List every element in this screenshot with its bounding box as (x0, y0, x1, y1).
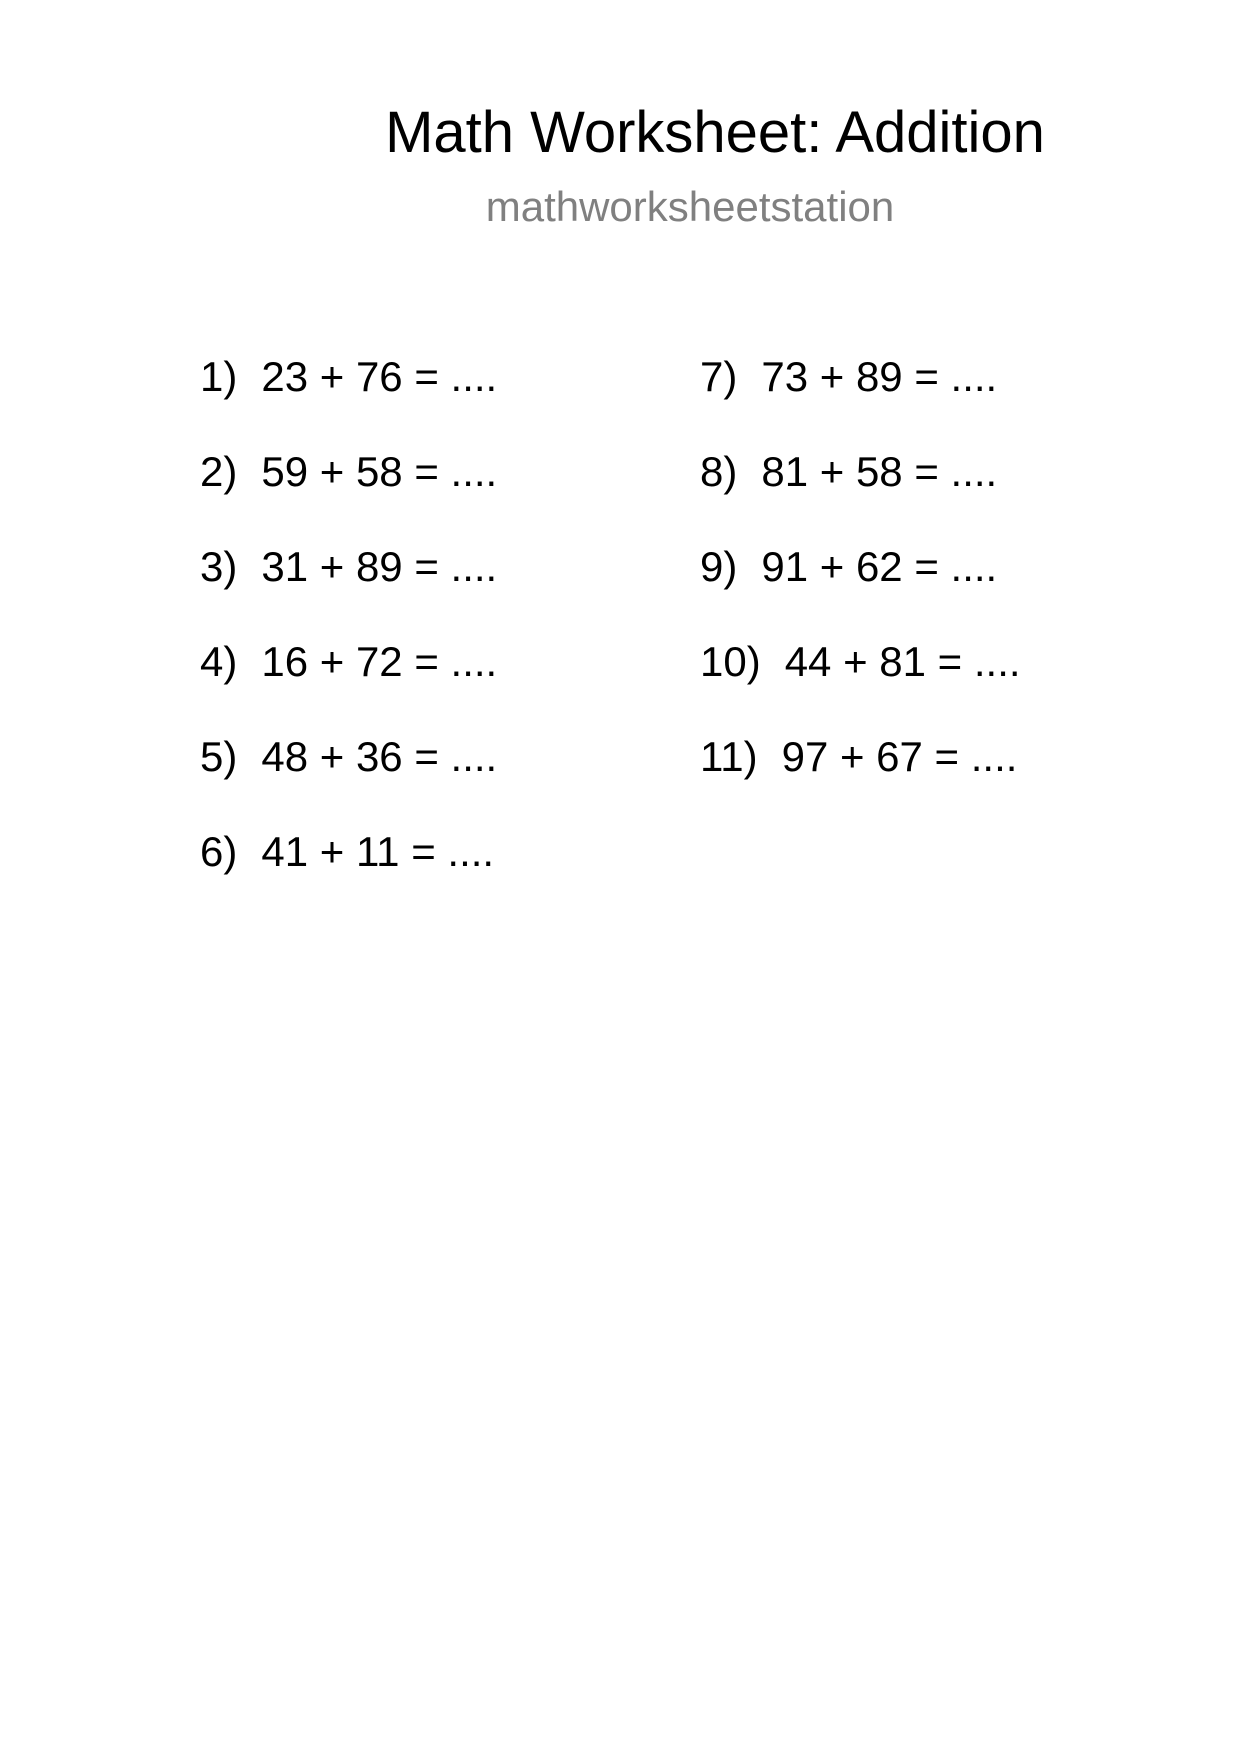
problem-item (200, 630, 497, 725)
problem-number: 11) (700, 733, 758, 780)
problem-column-left (200, 345, 497, 915)
problem-item (200, 345, 497, 440)
problem-number: 9) (700, 543, 738, 590)
problem-number: 2) (200, 448, 238, 495)
problem-item (200, 535, 497, 630)
problem-number: 6) (200, 828, 238, 875)
problem-number: 10) (700, 638, 761, 685)
problem-item (200, 820, 497, 915)
problem-number: 7) (700, 353, 738, 400)
problem-expression: 16 + 72 = .... (261, 638, 498, 685)
problem-item (200, 725, 497, 820)
problem-expression: 91 + 62 = .... (761, 543, 998, 590)
problem-item (700, 725, 1021, 820)
problem-expression: 59 + 58 = .... (261, 448, 498, 495)
problem-expression: 97 + 67 = .... (781, 733, 1018, 780)
problem-number: 1) (200, 353, 238, 400)
problem-item (700, 630, 1021, 725)
problem-expression: 44 + 81 = .... (784, 638, 1021, 685)
problem-number: 3) (200, 543, 238, 590)
problem-number: 4) (200, 638, 238, 685)
page-subtitle: mathworksheetstation (485, 183, 895, 230)
problem-item (700, 535, 1021, 630)
page-title: Math Worksheet: Addition (385, 100, 1045, 165)
problem-expression: 41 + 11 = .... (261, 828, 495, 875)
problem-expression: 23 + 76 = .... (261, 353, 498, 400)
problem-item (200, 440, 497, 535)
problem-column-right (700, 345, 1021, 820)
problem-number: 5) (200, 733, 238, 780)
problem-expression: 48 + 36 = .... (261, 733, 498, 780)
problem-expression: 31 + 89 = .... (261, 543, 498, 590)
problem-expression: 81 + 58 = .... (761, 448, 998, 495)
problem-item (700, 345, 1021, 440)
problem-item (700, 440, 1021, 535)
problem-expression: 73 + 89 = .... (761, 353, 998, 400)
problem-number: 8) (700, 448, 738, 495)
